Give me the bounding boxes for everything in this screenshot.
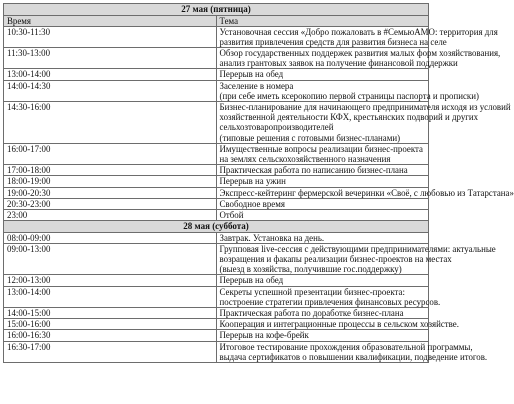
day-title: 27 мая (пятница) [4, 4, 429, 16]
topic-line: Обзор государственных поддержек развития малых форм хозяйствования, [219, 47, 501, 58]
time-cell: 16:30-17:00 [4, 341, 217, 362]
time-cell: 17:00-18:00 [4, 165, 217, 176]
topic-cell [216, 275, 429, 286]
time-cell: 14:30-16:00 [4, 101, 217, 143]
time-cell: 11:30-13:00 [4, 47, 217, 68]
topic-line: Кооперация и интеграционные процессы в сельском хозяйстве. [219, 319, 459, 330]
schedule-row [4, 286, 429, 307]
topic-line: Практическая работа по написанию бизнес-плана [219, 165, 408, 176]
topic-line: развития привлечения средств для развития бизнеса на селе [219, 36, 447, 47]
topic-line: выдача сертификатов о повышении квалификации, подведение итогов. [219, 351, 488, 362]
topic-cell [216, 187, 514, 198]
topic-line: Завтрак. Установка на день. [219, 232, 325, 243]
topic-cell [216, 243, 496, 275]
topic-line: хозяйственной деятельности КФХ, крестьянских подворий и других [219, 112, 479, 123]
topic-line: Установочная сессия «Добро пожаловать в #СемьюАМО: территория для [219, 26, 498, 37]
schedule-row [4, 176, 429, 187]
topic-cell [216, 308, 429, 319]
schedule-row [4, 165, 429, 176]
topic-line: на землях сельскохозяйственного назначения [219, 153, 391, 164]
time-cell: 13:00-14:00 [4, 69, 217, 80]
time-cell: 19:00-20:30 [4, 187, 217, 198]
topic-line: Свободное время [219, 198, 285, 209]
time-cell: 16:00-16:30 [4, 330, 217, 341]
time-cell: 16:00-17:00 [4, 143, 217, 164]
topic-line: (выезд в хозяйства, получившие гос.поддержку) [219, 264, 402, 275]
schedule-row [4, 80, 429, 101]
topic-cell [216, 165, 429, 176]
topic-cell [216, 319, 459, 330]
schedule-body [4, 4, 514, 363]
topic-line: Перерыв на кофе-брейк [219, 330, 309, 341]
topic-line: анализ грантовых заявок на получение финансовой поддержки [219, 58, 458, 69]
day-title: 28 мая (суббота) [4, 221, 429, 233]
time-cell: 10:30-11:30 [4, 26, 217, 47]
topic-cell [216, 198, 429, 209]
schedule-row [4, 26, 429, 47]
schedule-row [4, 209, 429, 220]
schedule-row [4, 143, 429, 164]
topic-line: Имущественные вопросы реализации бизнес-проекта [219, 143, 423, 154]
topic-line: сельхозтоваропроизводителей [219, 122, 334, 133]
topic-line: возращения и факапы реализации бизнес-проектов на местах [219, 254, 452, 265]
topic-cell [216, 69, 429, 80]
topic-line: Секреты успешной презентации бизнес-проекта: [219, 286, 405, 297]
schedule-row [4, 232, 429, 243]
topic-line: Перерыв на обед [219, 275, 284, 286]
schedule-row [4, 341, 429, 362]
time-cell: 18:00-19:00 [4, 176, 217, 187]
schedule-row [4, 308, 429, 319]
time-cell: 12:00-13:00 [4, 275, 217, 286]
topic-cell [216, 47, 501, 69]
topic-line: Перерыв на ужин [219, 176, 286, 187]
time-cell: 13:00-14:00 [4, 286, 217, 307]
topic-line: Практическая работа по доработке бизнес-плана [219, 308, 404, 319]
schedule-row [4, 319, 429, 330]
topic-line: Заселение в номера [219, 80, 294, 91]
schedule-row [4, 243, 429, 275]
column-header-topic: Тема [216, 15, 429, 26]
topic-cell [216, 26, 498, 47]
topic-line: (при себе иметь ксерокопию первой страницы паспорта и прописки) [219, 90, 479, 101]
topic-line: построение стратегии привлечения финансовых ресурсов. [219, 296, 441, 307]
schedule-row [4, 198, 429, 209]
topic-cell [216, 101, 511, 143]
topic-line: Бизнес-планирование для начинающего предпринимателя исходя из условий [219, 101, 511, 112]
schedule-row [4, 187, 429, 198]
time-cell: 14:00-14:30 [4, 80, 217, 101]
column-header-row [4, 15, 429, 26]
time-cell: 09:00-13:00 [4, 243, 217, 275]
topic-cell [216, 232, 429, 243]
topic-line: (типовые решения с готовыми бизнес-планами) [219, 132, 401, 143]
schedule-document [3, 3, 514, 363]
topic-line: Итоговое тестирование прохождения образовательной программы, [219, 341, 473, 352]
day-header-row [4, 4, 429, 16]
topic-cell [216, 176, 429, 187]
topic-cell [216, 286, 441, 307]
topic-line: Перерыв на обед [219, 69, 284, 80]
column-header-time: Время [4, 15, 217, 26]
topic-cell [216, 143, 429, 164]
time-cell: 14:00-15:00 [4, 308, 217, 319]
topic-line: Групповая live-сессия с действующими предпринимателями: актуальные [219, 243, 496, 254]
schedule-row [4, 69, 429, 80]
topic-cell [216, 341, 488, 362]
topic-line: Отбой [219, 209, 244, 220]
schedule-table [3, 3, 514, 363]
schedule-row [4, 330, 429, 341]
topic-cell [216, 80, 479, 101]
topic-cell [216, 330, 429, 341]
time-cell: 15:00-16:00 [4, 319, 217, 330]
topic-cell [216, 209, 429, 220]
schedule-row [4, 101, 429, 143]
time-cell: 23:00 [4, 209, 217, 220]
schedule-row [4, 275, 429, 286]
schedule-row [4, 47, 429, 68]
topic-line: Экспресс-кейтеринг фермерской вечеринки «Своё, с любовью из Татарстана» [219, 187, 514, 198]
day-header-row [4, 221, 429, 233]
time-cell: 08:00-09:00 [4, 232, 217, 243]
time-cell: 20:30-23:00 [4, 198, 217, 209]
